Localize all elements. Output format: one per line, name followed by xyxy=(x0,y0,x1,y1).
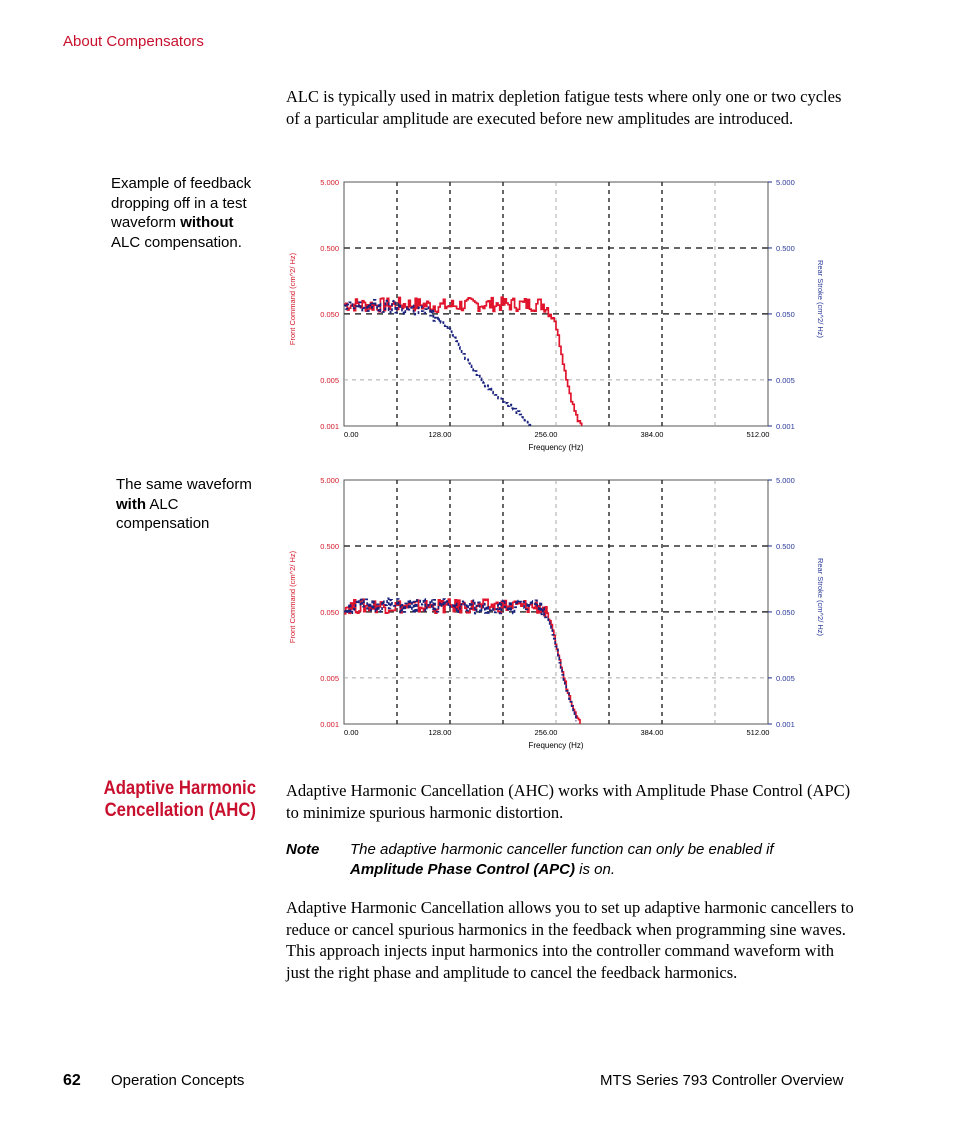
ahc-paragraph-1: Adaptive Harmonic Cancellation (AHC) works with Amplitude Phase Control (APC) to minimize spurious harmonic distortion. xyxy=(286,781,851,822)
x-tick-label: 256.00 xyxy=(534,430,558,439)
y-axis-label-left: Front Command (cm^2/ Hz) xyxy=(288,252,297,346)
footer-title: MTS Series 793 Controller Overview xyxy=(600,1072,844,1089)
x-tick-label: 0.00 xyxy=(344,728,359,737)
y-tick-label-right: 0.500 xyxy=(776,243,795,253)
y-tick-label-left: 0.050 xyxy=(320,309,339,319)
y-tick-label-right: 0.500 xyxy=(776,541,795,551)
y-tick-label-right: 0.001 xyxy=(776,422,795,431)
y-axis-label-left: Front Command (cm^2/ Hz) xyxy=(288,550,297,644)
x-tick-label: 128.00 xyxy=(428,728,452,737)
y-tick-label-right: 0.050 xyxy=(776,607,795,617)
note-label: Note xyxy=(286,841,320,858)
caption1-text1: Example of feedback dropping off in a test waveform xyxy=(111,175,252,231)
chart2-caption xyxy=(116,475,266,534)
footer-section: Operation Concepts xyxy=(111,1072,245,1089)
y-tick-label-left: 0.001 xyxy=(320,422,339,431)
y-axis-label-right: Rear Stroke (cm^2/ Hz) xyxy=(816,557,825,637)
x-tick-label: 256.00 xyxy=(534,728,558,737)
x-tick-label: 128.00 xyxy=(428,430,452,439)
note-text2: is on. xyxy=(575,861,616,878)
y-axis-label-right: Rear Stroke (cm^2/ Hz) xyxy=(816,259,825,339)
x-axis-label: Frequency (Hz) xyxy=(528,443,584,452)
x-axis-label: Frequency (Hz) xyxy=(528,741,584,750)
chart1-caption xyxy=(111,174,256,252)
y-tick-label-left: 5.000 xyxy=(320,476,339,485)
note-text xyxy=(350,840,846,880)
caption2-text2: ALC compensation xyxy=(116,495,210,532)
page-number: 62 xyxy=(63,1072,81,1089)
x-tick-label: 384.00 xyxy=(640,430,664,439)
caption1-bold: without xyxy=(180,214,234,231)
chart-without-alc xyxy=(282,172,842,462)
y-tick-label-left: 0.500 xyxy=(320,243,339,253)
note-text1: The adaptive harmonic canceller function can only be enabled if xyxy=(350,841,774,858)
y-tick-label-right: 5.000 xyxy=(776,178,795,187)
intro-paragraph: ALC is typically used in matrix depletion fatigue tests where only one or two cycles of a particular amplitude are executed before new amplitudes are introduced. xyxy=(286,87,842,128)
y-tick-label-right: 5.000 xyxy=(776,476,795,485)
y-tick-label-left: 0.500 xyxy=(320,541,339,551)
x-tick-label: 512.00 xyxy=(746,728,770,737)
caption2-text1: The same waveform xyxy=(116,476,252,493)
y-tick-label-left: 0.001 xyxy=(320,720,339,729)
note-block xyxy=(286,840,846,880)
y-tick-label-right: 0.005 xyxy=(776,673,795,683)
y-tick-label-left: 0.005 xyxy=(320,673,339,683)
y-tick-label-right: 0.001 xyxy=(776,720,795,729)
y-tick-label-left: 5.000 xyxy=(320,178,339,187)
caption1-text2: ALC compensation. xyxy=(111,233,242,251)
x-tick-label: 512.00 xyxy=(746,430,770,439)
y-tick-label-left: 0.005 xyxy=(320,375,339,385)
running-header: About Compensators xyxy=(63,33,204,50)
ahc-paragraph-2: Adaptive Harmonic Cancellation allows you to set up adaptive harmonic cancellers to reduce or cancel spurious harmonics in the feedback when programming sine waves. This approach injects input harmonics into the controller command waveform with just the right phase and amplitude to cancel the feedback harmonics. xyxy=(286,898,854,982)
x-tick-label: 0.00 xyxy=(344,430,359,439)
chart-with-alc xyxy=(282,470,842,760)
y-tick-label-left: 0.050 xyxy=(320,607,339,617)
x-tick-label: 384.00 xyxy=(640,728,664,737)
y-tick-label-right: 0.005 xyxy=(776,375,795,385)
caption2-bold: with xyxy=(116,495,146,513)
y-tick-label-right: 0.050 xyxy=(776,309,795,319)
section-heading-ahc: Adaptive Harmonic Cencellation (AHC) xyxy=(103,778,257,821)
note-bold: Amplitude Phase Control (APC) xyxy=(350,861,576,878)
